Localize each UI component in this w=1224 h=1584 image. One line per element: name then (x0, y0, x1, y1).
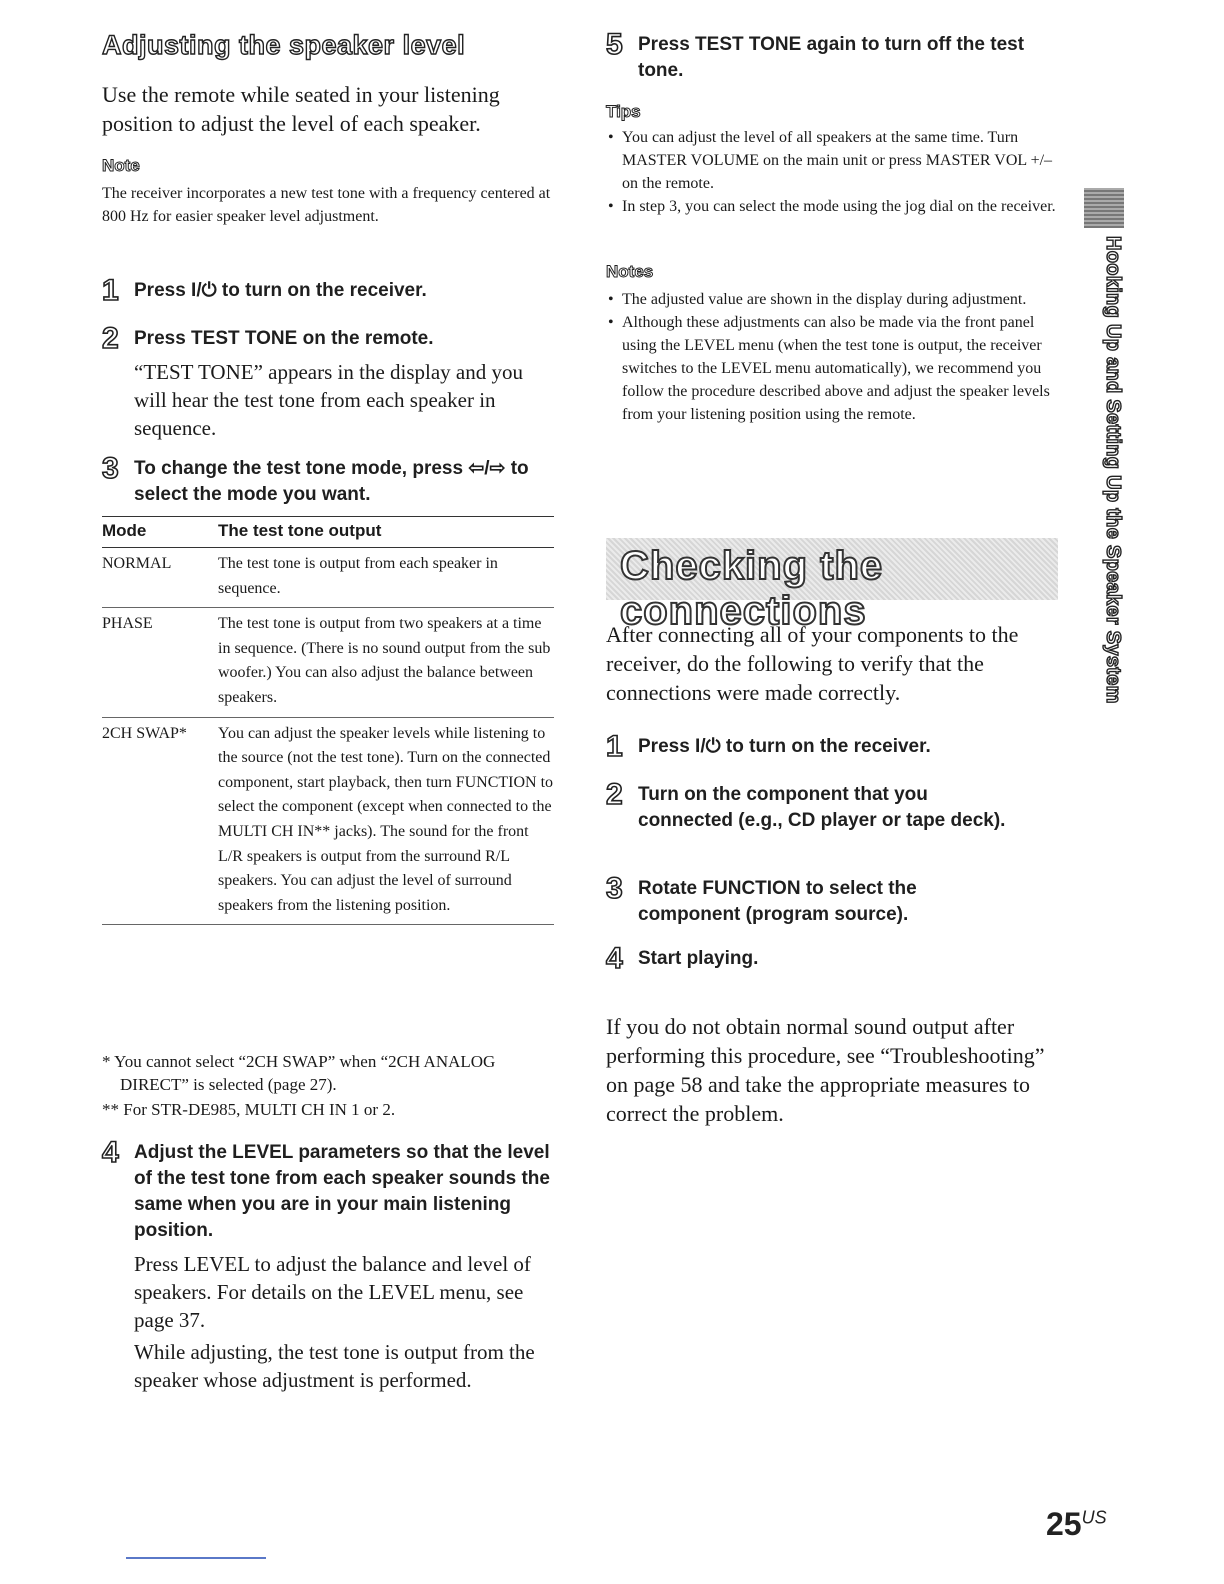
list-item: • In step 3, you can select the mode using the jog dial on the receiver. (606, 195, 1058, 218)
output-cell: The test tone is output from two speakers at a time in sequence. (There is no sound output from the sub woofer.) You can also adjust the balance between speakers. (218, 608, 554, 717)
note-text: The receiver incorporates a new test tone with a frequency centered at 800 Hz for easier speaker level adjustment. (102, 185, 551, 225)
step-number: 2 (102, 322, 119, 355)
page-number (1046, 1506, 1107, 1543)
step-heading: Press TEST TONE on the remote. (134, 328, 434, 349)
tips-label: Tips (606, 102, 641, 121)
step-5 (606, 28, 1058, 84)
step-heading: Adjust the LEVEL parameters so that the level of the test tone from each speaker sounds the same when you are in your main listening position. (134, 1142, 550, 1241)
step-number: 4 (102, 1136, 119, 1169)
page-number-value: 25 (1046, 1506, 1082, 1542)
mode-cell: NORMAL (102, 548, 218, 608)
page-number-suffix: US (1081, 1507, 1107, 1528)
step-3 (102, 452, 554, 508)
check-step-1 (606, 730, 1058, 763)
side-tab-label: Hooking Up and Setting Up the Speaker System (1102, 236, 1124, 704)
list-item: • You can adjust the level of all speakers at the same time. Turn MASTER VOLUME on the main unit or press MASTER VOL +/– on the remote. (606, 126, 1058, 195)
section-title-adjusting: Adjusting the speaker level (102, 30, 466, 60)
table-header-output: The test tone output (218, 517, 554, 548)
table-header-row (102, 517, 554, 548)
section-banner (606, 538, 1058, 633)
list-item: • The adjusted value are shown in the display during adjustment. (606, 288, 1058, 311)
side-tab-marker (1084, 188, 1124, 228)
list-item: • Although these adjustments can also be made via the front panel using the LEVEL menu (when the test tone is output, the receiver switches to the LEVEL menu automatically), we recommend you follow the procedure described above and adjust the speaker levels from your listening position using the remote. (606, 311, 1058, 426)
footnote-2: ** For STR-DE985, MULTI CH IN 1 or 2. (102, 1100, 396, 1119)
table-row (102, 717, 554, 925)
step-number: 4 (606, 942, 623, 975)
table-header-mode: Mode (102, 517, 218, 548)
table-row (102, 608, 554, 717)
step-body-2: While adjusting, the test tone is output from the speaker whose adjustment is performed. (134, 1340, 535, 1392)
step-number: 3 (102, 452, 119, 485)
step-body: Press LEVEL to adjust the balance and level of speakers. For details on the LEVEL menu, see page 37. (134, 1252, 531, 1332)
check-step-4 (606, 942, 1058, 975)
step-heading: Press TEST TONE again to turn off the test tone. (638, 34, 1025, 81)
step-2 (102, 322, 554, 442)
test-tone-mode-table (102, 516, 554, 925)
step-heading: Press I/⏻ to turn on the receiver. (134, 280, 427, 301)
step-number: 3 (606, 872, 623, 905)
bottom-rule (126, 1557, 266, 1559)
notes-label: Notes (606, 262, 654, 281)
output-cell: You can adjust the speaker levels while listening to the source (not the test tone). Turn on the connected component, start playback, then turn FUNCTION to select the component (except when connected to the MULTI CH IN** jacks). The sound for the front L/R speakers is output from the surround R/L speakers. You can adjust the level of surround speakers from the listening position. (218, 717, 554, 925)
step-heading: Start playing. (638, 948, 759, 969)
check-step-2 (606, 778, 1058, 834)
check-step-3 (606, 872, 1058, 928)
closing-text: If you do not obtain normal sound output after performing this procedure, see “Troubleshooting” on page 58 and take the appropriate measures to correct the problem. (606, 1014, 1045, 1126)
step-heading: Turn on the component that you connected (e.g., CD player or tape deck). (638, 784, 1006, 831)
step-body: “TEST TONE” appears in the display and you will hear the test tone from each speaker in sequence. (134, 360, 524, 440)
step-heading: Rotate FUNCTION to select the component (program source). (638, 878, 917, 925)
step-4-adjust (102, 1136, 554, 1394)
step-number: 1 (102, 274, 119, 307)
step-1 (102, 274, 554, 307)
footnote-1: * You cannot select “2CH SWAP” when “2CH ANALOG DIRECT” is selected (page 27). (102, 1052, 496, 1094)
table-row (102, 548, 554, 608)
note-label: Note (102, 156, 140, 175)
step-number: 1 (606, 730, 623, 763)
output-cell: The test tone is output from each speaker in sequence. (218, 548, 554, 608)
tips-list (606, 126, 1058, 218)
step-heading: Press I/⏻ to turn on the receiver. (638, 736, 931, 757)
checking-intro: After connecting all of your components to the receiver, do the following to verify that the connections were made correctly. (606, 622, 1019, 705)
notes-list (606, 288, 1058, 426)
step-number: 5 (606, 28, 623, 61)
intro-text: Use the remote while seated in your listening position to adjust the level of each speaker. (102, 82, 500, 136)
section-title-checking: Checking the connections (620, 544, 884, 633)
step-heading: To change the test tone mode, press ⇦/⇨ to select the mode you want. (134, 458, 529, 505)
mode-cell: PHASE (102, 608, 218, 717)
step-number: 2 (606, 778, 623, 811)
mode-cell: 2CH SWAP* (102, 717, 218, 925)
